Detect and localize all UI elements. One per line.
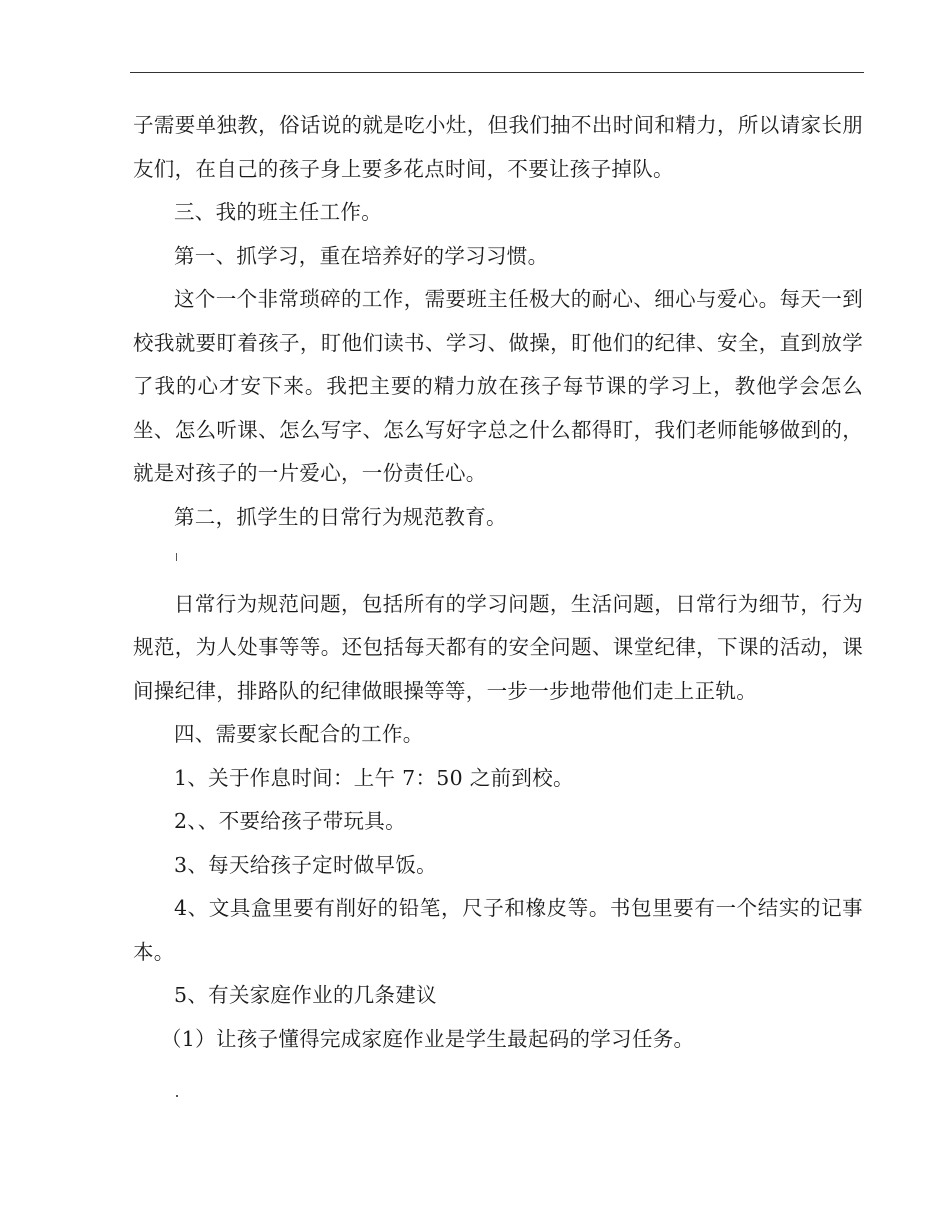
list-item-4: 4、文具盒里要有削好的铅笔，尺子和橡皮等。书包里要有一个结实的记事本。: [133, 896, 863, 964]
list-item-1: 1、关于作息时间：上午 7：50 之前到校。: [174, 765, 574, 790]
paragraph-study-habits: 这个一个非常琐碎的工作，需要班主任极大的耐心、细心与爱心。每天一到校我就要盯着孩子，盯他们读书、学习、做操，盯他们的纪律、安全，直到放学了我的心才安下来。我把主要的精力放在孩子每节课的学习上，教他学会怎么坐、怎么听课、怎么写字、怎么写好字总之什么都得盯，我们老师能够做到的，就是对孩子的一片爱心，一份责任心。: [133, 287, 863, 485]
list-item-5: 5、有关家庭作业的几条建议: [174, 983, 437, 1007]
section-heading-4: 四、需要家长配合的工作。: [174, 722, 424, 746]
subheading-first: 第一、抓学习，重在培养好的学习习惯。: [174, 243, 549, 268]
list-item-3: 3、每天给孩子定时做早饭。: [174, 852, 437, 877]
list-item-2: 2、、不要给孩子带玩具。: [174, 809, 406, 833]
document-body: [133, 104, 863, 1105]
subheading-second: 第二，抓学生的日常行为规范教育。: [174, 504, 507, 529]
sub-list-item-1: （1）让孩子懂得完成家庭作业是学生最起码的学习任务。: [161, 1026, 695, 1051]
paragraph-behavior-norms: 日常行为规范问题，包括所有的学习问题，生活问题，日常行为细节，行为规范，为人处事等等。还包括每天都有的安全问题、课堂纪律，下课的活动，课间操纪律，排路队的纪律做眼操等等，一步一步地带他们走上正轨。: [133, 591, 863, 703]
blank-line-marker: [133, 539, 863, 583]
paragraph-continuation: 子需要单独教，俗话说的就是吃小灶，但我们抽不出时间和精力，所以请家长朋友们，在自己的孩子身上要多花点时间，不要让孩子掉队。: [133, 113, 863, 181]
text-cursor-mark: [176, 553, 177, 561]
header-rule: [130, 72, 864, 73]
section-heading-3: 三、我的班主任工作。: [174, 200, 382, 224]
blank-line-dot: [133, 1061, 863, 1105]
stray-dot-mark: [176, 1095, 178, 1097]
